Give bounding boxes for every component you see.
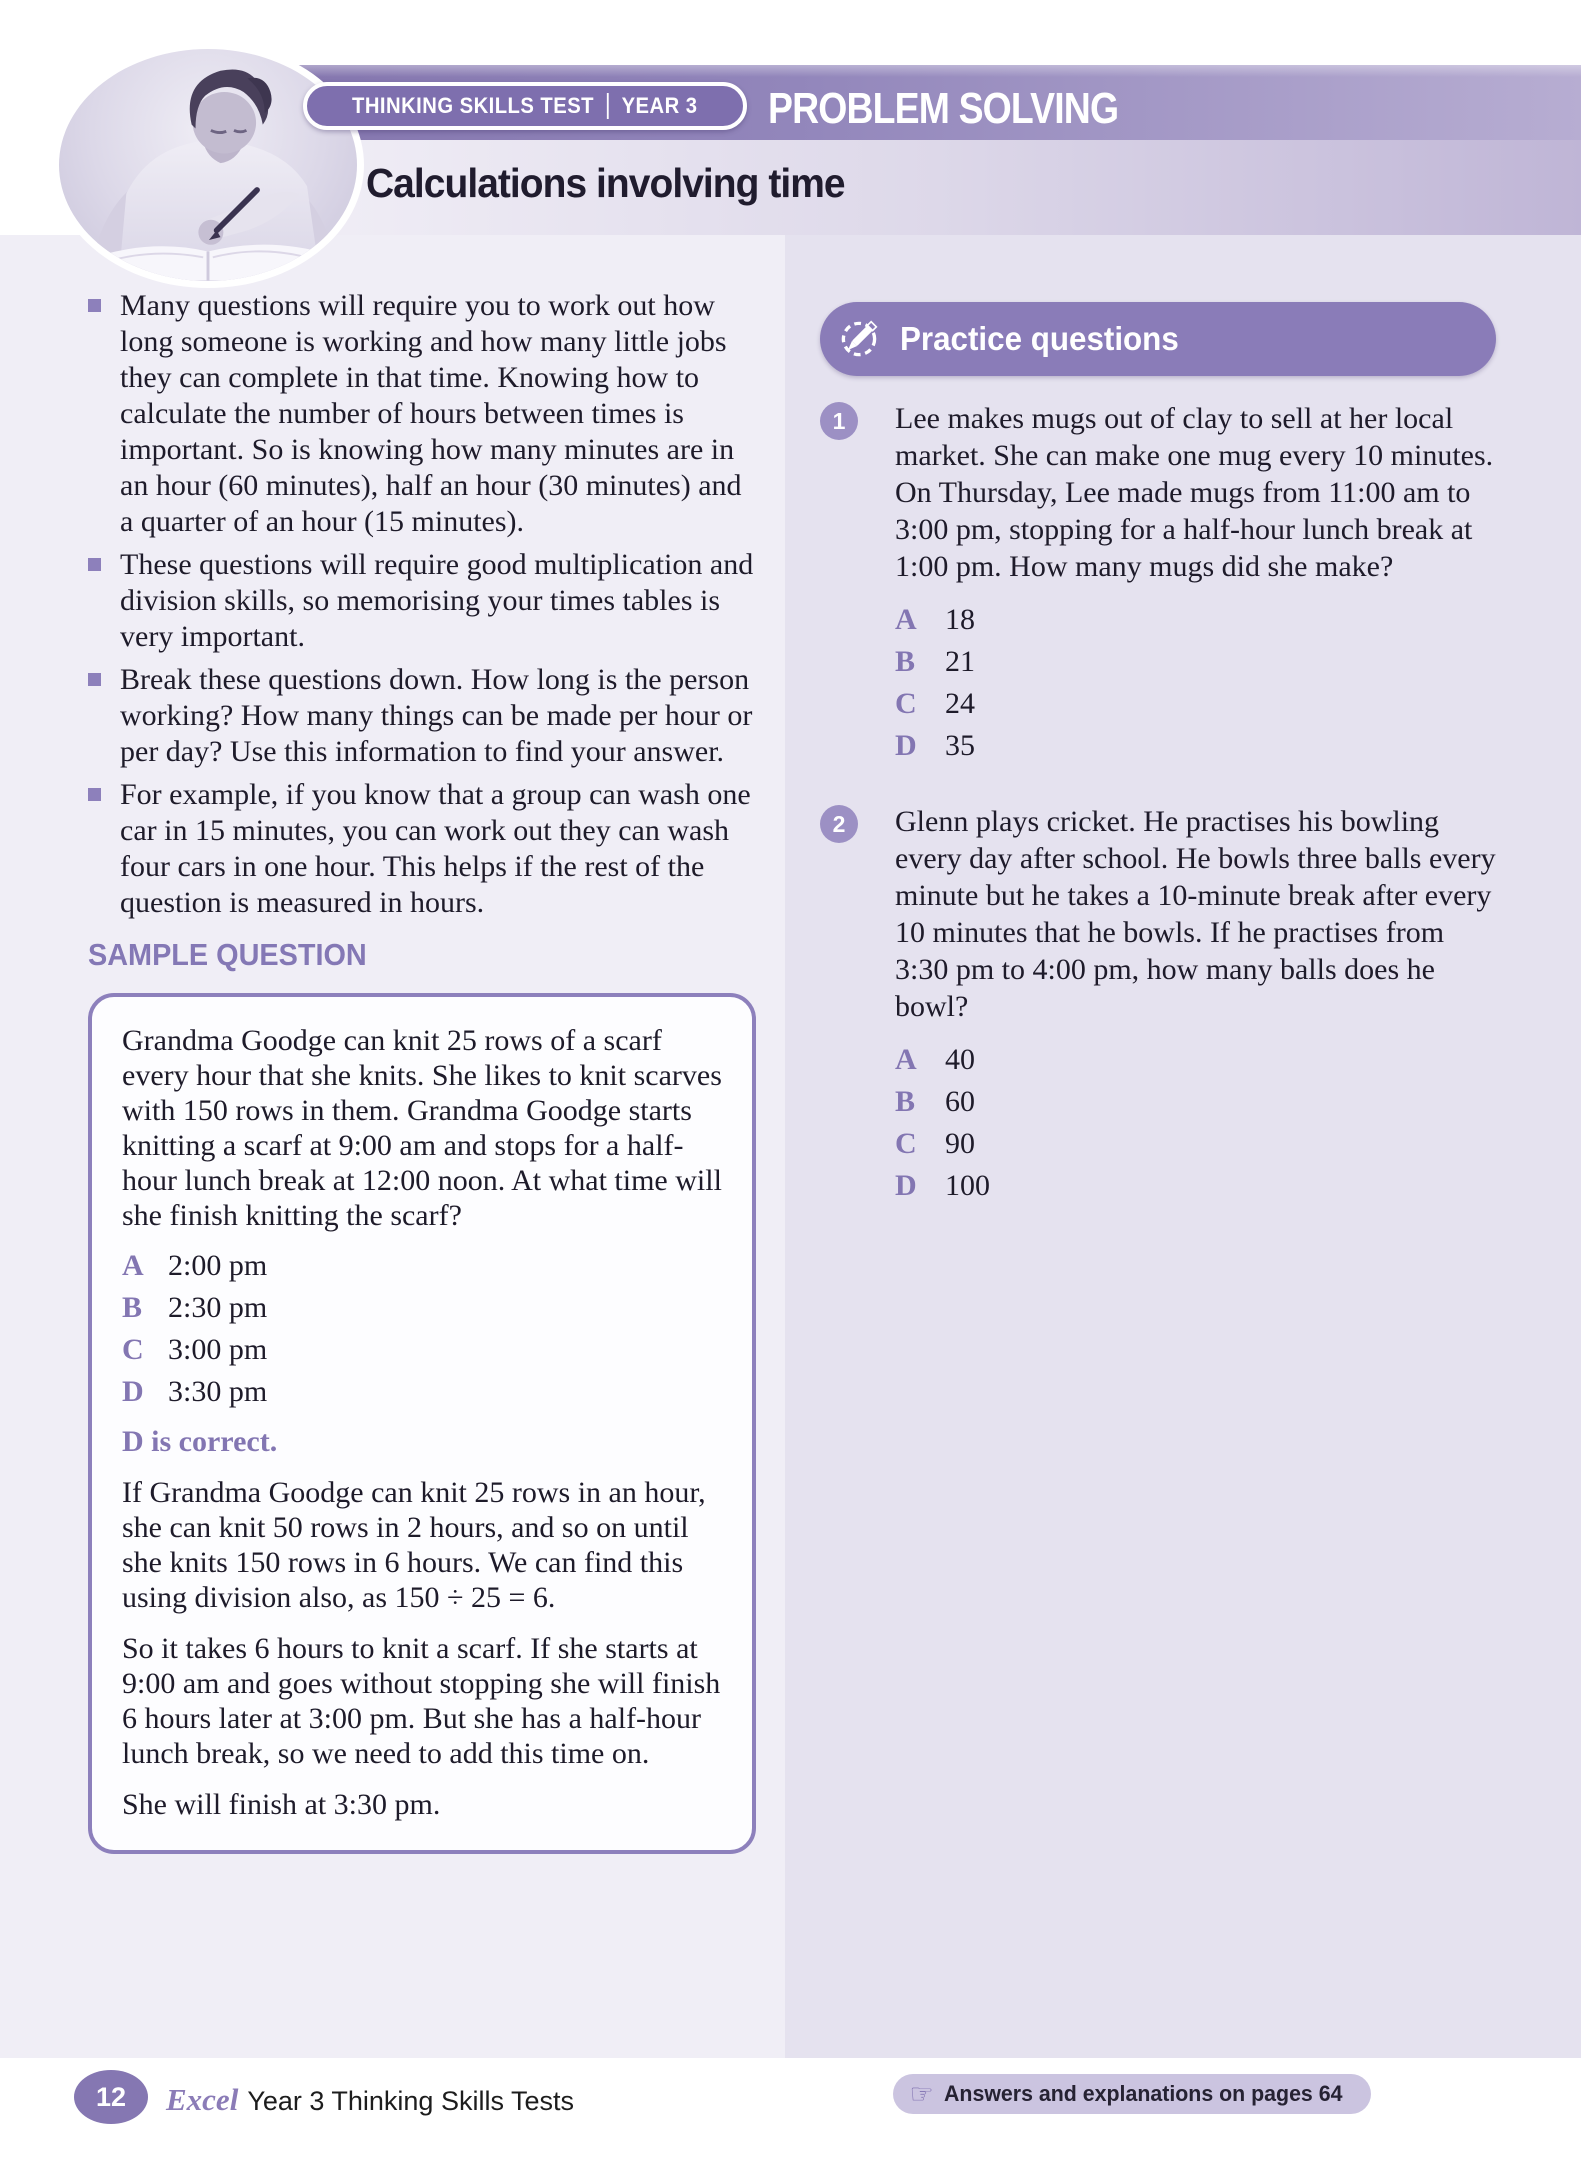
brand-name: Excel [166,2082,239,2117]
option-value: 35 [945,729,975,762]
sample-options [122,1245,730,1413]
left-column [88,288,760,1854]
square-bullet-icon [88,673,101,686]
option-value: 24 [945,687,975,720]
tab-year: YEAR 3 [621,93,698,118]
option-value: 40 [945,1043,975,1076]
option-value: 21 [945,645,975,678]
option-value: 3:00 pm [168,1333,268,1366]
option-letter: C [895,687,917,720]
option-row [895,641,1500,683]
option-letter: A [895,1043,917,1076]
section-title: PROBLEM SOLVING [768,84,1119,133]
practice-question-2-options [820,1039,1500,1207]
sample-explanation-paragraph: She will finish at 3:30 pm. [122,1788,441,1821]
option-row [122,1329,730,1371]
intro-bullet [88,662,760,770]
option-letter: B [895,1085,916,1118]
question-number-badge: 1 [820,402,858,440]
footer-brand-line [166,2082,574,2118]
sample-question-box [88,993,756,1854]
option-value: 3:30 pm [168,1375,268,1408]
practice-question-1-options [820,599,1500,767]
question-number-badge: 2 [820,805,858,843]
option-letter: C [122,1333,144,1366]
intro-bullet-text: For example, if you know that a group can wash one car in 15 minutes, you can work out they can wash four cars in one hour. This helps if the rest of the question is measured in hours. [120,778,751,919]
option-row [895,683,1500,725]
tab-separator [607,93,609,119]
option-value: 2:30 pm [168,1291,268,1324]
pointing-hand-icon: ☞ [909,2078,934,2110]
square-bullet-icon [88,558,101,571]
student-photo-illustration [59,49,357,281]
option-row [122,1287,730,1329]
option-letter: D [895,729,917,762]
sample-question-text: Grandma Goodge can knit 25 rows of a scarf every hour that she knits. She likes to knit scarves with 150 rows in them. Grandma Goodge starts knitting a scarf at 9:00 am and stops for a half-hour lunch break at 12:00 noon. At what time will she finish knitting the scarf? [122,1024,722,1232]
practice-question-text: Glenn plays cricket. He practises his bowling every day after school. He bowls three balls every minute but he takes a 10-minute break after every 10 minutes that he bowls. If he practises from 3:30 pm to 4:00 pm, how many balls does he bowl? [895,805,1496,1023]
option-letter: C [895,1127,917,1160]
thinking-skills-tab [303,82,747,130]
option-row [895,1123,1500,1165]
intro-bullet [88,547,760,655]
square-bullet-icon [88,299,101,312]
answers-note-pill [893,2074,1371,2114]
option-row [895,599,1500,641]
option-letter: A [122,1249,144,1282]
option-row [122,1245,730,1287]
series-title: Year 3 Thinking Skills Tests [247,2086,574,2116]
option-letter: A [895,603,917,636]
tab-label: THINKING SKILLS TEST [352,93,595,118]
option-row [895,1165,1500,1207]
practice-questions-banner [820,302,1496,376]
practice-question-1 [820,400,1500,585]
pencil-gear-icon [834,314,884,364]
header-band-light [150,140,1581,235]
option-row [122,1371,730,1413]
option-letter: D [895,1169,917,1202]
option-row [895,1081,1500,1123]
practice-question-text: Lee makes mugs out of clay to sell at her local market. She can make one mug every 10 minutes. On Thursday, Lee made mugs from 11:00 am to 3:00 pm, stopping for a half-hour lunch break at 1:00 pm. How many mugs did she make? [895,402,1494,583]
sample-question-heading: SAMPLE QUESTION [88,937,367,972]
right-column [820,302,1500,1207]
answers-note-text: Answers and explanations on pages 64 [943,2081,1343,2106]
intro-bullet-text: Break these questions down. How long is the person working? How many things can be made per hour or per day? Use this information to find your answer. [120,663,753,768]
option-letter: D [122,1375,144,1408]
intro-bullet-text: Many questions will require you to work out how long someone is working and how many little jobs they can complete in that time. Knowing how to calculate the number of hours between times is important. So is knowing how many minutes are in an hour (60 minutes), half an hour (30 minutes) and a quarter of an hour (15 minutes). [120,289,742,538]
option-letter: B [122,1291,143,1324]
square-bullet-icon [88,788,101,801]
option-value: 18 [945,603,975,636]
option-value: 60 [945,1085,975,1118]
option-value: 2:00 pm [168,1249,268,1282]
option-letter: B [895,645,916,678]
sample-explanation-paragraph: If Grandma Goodge can knit 25 rows in an hour, she can knit 50 rows in 2 hours, and so on until she knits 150 rows in 6 hours. We can find this using division also, as 150 ÷ 25 = 6. [122,1476,706,1614]
page-number: 12 [95,2081,127,2112]
practice-questions-label: Practice questions [900,320,1179,357]
practice-question-2 [820,803,1500,1025]
option-value: 90 [945,1127,975,1160]
intro-bullet [88,777,760,921]
page-title: Calculations involving time [366,160,845,206]
intro-bullet-text: These questions will require good multiplication and division skills, so memorising your times tables is very important. [120,548,754,653]
option-value: 100 [945,1169,990,1202]
page-number-badge [74,2070,148,2124]
sample-answer: D is correct. [122,1425,278,1458]
sample-explanation-paragraph: So it takes 6 hours to knit a scarf. If she starts at 9:00 am and goes without stopping she will finish 6 hours later at 3:00 pm. But she has a half-hour lunch break, so we need to add this time on. [122,1632,721,1770]
student-photo [52,42,364,288]
option-row [895,1039,1500,1081]
intro-bullet [88,288,760,540]
option-row [895,725,1500,767]
